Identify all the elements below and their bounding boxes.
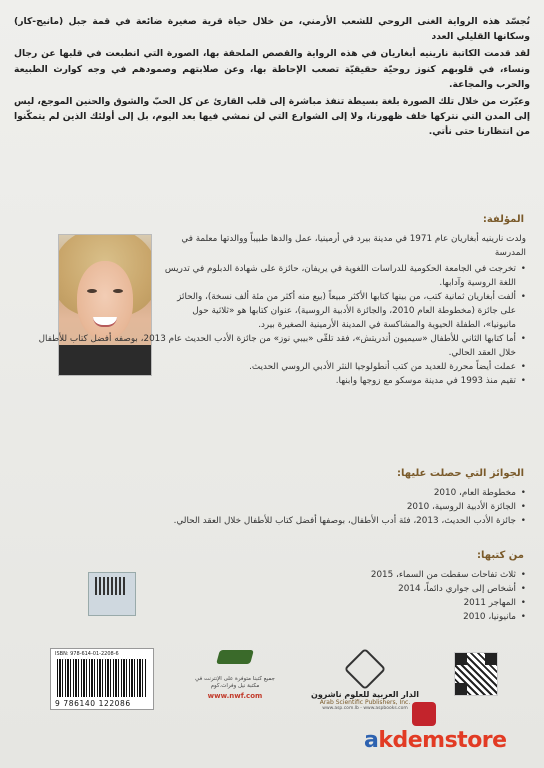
blurb-paragraph-3: وعبّرت من خلال تلك الصورة بلغة بسيطة تنفذ مباشرة إلى قلب القارئ عن كل الحبّ والشوق والحنين الموجع، ليس إلى المدن التي نتركها خلف ظهورنا، ولا إلى الشوارع التي لن نمشي فيها بعد اليوم، بل إلى أولئك الذين لم يتمكّنوا من انتظارنا حتى نأتي.: [14, 96, 530, 138]
store-brand-prefix: a: [364, 728, 379, 753]
blurb-paragraph-2: لقد قدمت الكاتبة نارينيه أبغاريان في هذه الرواية والقصص الملحقة بها، الصورة التي انطبعت في قلبها عن رجال ونساء، في قلوبهم كنوز روحيّة حقيقيّة تصعب الإحاطة بها، وعن صلابتهم وصمودهم في وجه كوارث الطبيعة والحرب والمجاعة.: [14, 48, 530, 90]
isbn-label: ISBN: 978-614-01-2208-6: [55, 651, 119, 657]
awards-list: [22, 486, 526, 528]
award-item: • الجائزة الأدبية الروسية، 2010: [22, 500, 526, 514]
barcode-bars: [57, 659, 147, 697]
book-item: • مانيونيا، 2010: [220, 610, 526, 624]
author-section-title: المؤلفة:: [482, 214, 524, 225]
publisher-name-en: Arab Scientific Publishers, Inc.: [319, 699, 411, 706]
store-bag-icon: [412, 702, 436, 726]
nwf-text: جميع كتبنا متوفرة على الإنترنت في مكتبة نيل وفرات.كوم: [195, 676, 275, 689]
isbn-barcode: [50, 648, 154, 710]
author-point: • ألفت أبغاريان ثمانية كتب، من بينها كتابها الأكثر مبيعاً (بيع منه أكثر من مئة ألف نسخة)، والحائز على جائزة (مخطوطة العام 2010، والجائزة الأدبية الروسية)، عنوان كتابها هو «ثلاثية حول مانيونيا»، الطفلة الحيوية والمشاكسة في المدينة الأرمينية الصغيرة بيرد.: [160, 290, 526, 332]
publisher-qr-code-icon: [454, 652, 498, 696]
author-points: [22, 262, 526, 388]
award-item: • جائزة الأدب الحديث، 2013، فئة أدب الأطفال، بوصفها أفضل كتاب للأطفال خلال العقد الحالي.: [22, 514, 526, 528]
book-item: • أشخاص إلى جواري دائماً، 2014: [220, 582, 526, 596]
author-bio-intro: ولدت نارينيه أبغاريان عام 1971 في مدينة بيرد في أرمينيا، عمل والدها طبيباً ووالدتها معلمة في المدرسة: [181, 234, 526, 258]
barcode-number: 9 786140 122086: [55, 699, 131, 708]
book-item: • ثلاث تفاحات سقطت من السماء، 2015: [220, 568, 526, 582]
publisher-name-ar: الدار العربية للعلوم ناشرون: [310, 690, 419, 699]
store-brand-rest: kdemstore: [378, 728, 507, 753]
nwf-logo-icon: [216, 650, 254, 664]
author-bio: [160, 232, 526, 260]
awards-section-title: الجوائز التي حصلت عليها:: [397, 468, 524, 479]
award-item: • مخطوطة العام، 2010: [22, 486, 526, 500]
author-point: • تقيم منذ 1993 في مدينة موسكو مع زوجها وابنها.: [22, 374, 526, 388]
books-list: [220, 568, 526, 624]
store-watermark: [364, 728, 507, 753]
publisher-block: [300, 654, 430, 714]
qr-sticker: [88, 572, 136, 616]
publisher-web: www.asp.com.lb - www.aspbooks.com: [322, 706, 408, 711]
book-item: • المهاجر 2011: [220, 596, 526, 610]
publisher-emblem-icon: [344, 648, 386, 690]
nwf-url: www.nwf.com: [207, 692, 263, 700]
author-point: • تخرجت في الجامعة الحكومية للدراسات اللغوية في يريفان، حائزة على شهادة الدبلوم في تدريس اللغة الروسية وآدابها.: [160, 262, 526, 290]
blurb-paragraph-1: تُجسّد هذه الرواية الغنى الروحي للشعب الأرمني، من خلال حياة قرية صغيرة ضائعة في قمة جبل (مانيج-كار) وسكانها القليلي العدد: [14, 16, 530, 43]
books-section-title: من كتبها:: [476, 550, 524, 561]
author-point: • أما كتابها الثاني للأطفال «سيميون أندريتش»، فقد تلقّى «بيبي نوز» من جائزة الأدب الحديث عام 2013، بوصفه أفضل كتاب للأطفال خلال العقد الحالي.: [22, 332, 526, 360]
author-point: • عملت أيضاً محررة للعديد من كتب أنطولوجيا النثر الأدبي الروسي الحديث.: [22, 360, 526, 374]
blurb: [14, 14, 530, 142]
nwf-logo-block: [190, 650, 280, 716]
